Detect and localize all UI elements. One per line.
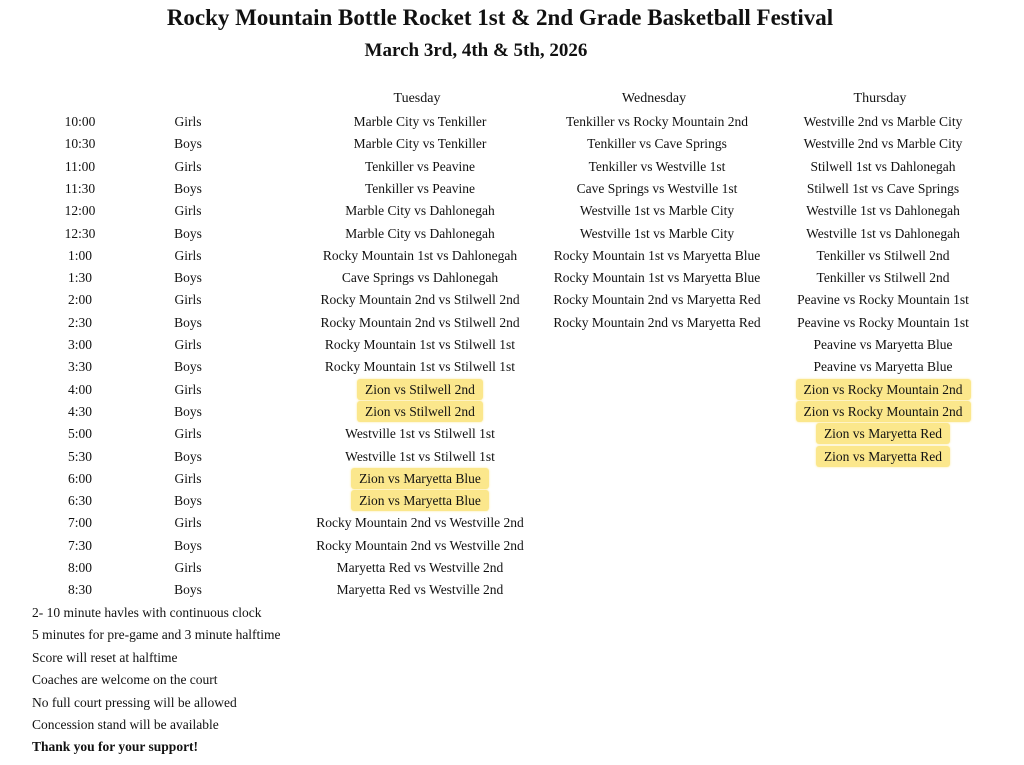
- schedule-row: [0, 178, 1024, 200]
- time-cell-text: 1:00: [67, 247, 92, 263]
- rules-notes: [32, 602, 281, 759]
- gender-cell-text: Boys: [174, 180, 202, 196]
- thursday-game-text: Stilwell 1st vs Dahlonegah: [810, 158, 956, 174]
- wednesday-game-text: [649, 557, 665, 578]
- gender-cell: [148, 133, 228, 155]
- gender-cell-text: Boys: [174, 403, 202, 419]
- wednesday-game-text: Tenkiller vs Rocky Mountain 2nd: [565, 114, 749, 129]
- closing-thanks: Thank you for your support!: [32, 739, 199, 755]
- time-cell-text: 7:30: [67, 537, 92, 553]
- time-cell-text: 5:30: [67, 448, 92, 464]
- thursday-game: [743, 512, 1023, 534]
- wednesday-game-text: [649, 468, 665, 489]
- schedule-row: [0, 446, 1024, 468]
- thursday-game-text: Peavine vs Maryetta Blue: [813, 359, 953, 375]
- thursday-game-text: Zion vs Rocky Mountain 2nd: [796, 379, 971, 400]
- tuesday-game-text: Rocky Mountain 2nd vs Stilwell 2nd: [320, 292, 520, 308]
- schedule-row: [0, 156, 1024, 178]
- gender-cell: [148, 111, 228, 133]
- thursday-game: [743, 446, 1023, 468]
- gender-cell: [148, 334, 228, 356]
- page-subtitle: March 3rd, 4th & 5th, 2026: [364, 40, 588, 61]
- time-cell-text: 5:00: [67, 426, 92, 442]
- time-cell: [40, 512, 120, 534]
- tuesday-game-text: Westville 1st vs Stilwell 1st: [345, 448, 495, 464]
- note-line: No full court pressing will be allowed: [32, 694, 237, 710]
- time-cell: [40, 267, 120, 289]
- gender-cell-text: Girls: [174, 515, 202, 531]
- wednesday-game-text: [649, 356, 665, 377]
- wednesday-game-text: Rocky Mountain 1st vs Maryetta Blue: [553, 270, 761, 286]
- thursday-game: [743, 535, 1023, 557]
- gender-cell: [148, 490, 228, 512]
- note-line: Coaches are welcome on the court: [32, 672, 218, 688]
- wednesday-game-text: Tenkiller vs Westville 1st: [588, 158, 726, 174]
- time-cell: [40, 289, 120, 311]
- thursday-game-text: Westville 2nd vs Marble City: [803, 136, 963, 152]
- thursday-game-text: [875, 512, 891, 533]
- time-cell-text: 3:00: [67, 337, 92, 352]
- gender-cell: [148, 223, 228, 245]
- tuesday-game-text: Zion vs Stilwell 2nd: [357, 379, 483, 400]
- gender-cell: [148, 200, 228, 222]
- wednesday-game-text: [649, 490, 665, 511]
- time-cell: [40, 334, 120, 356]
- thursday-game: [743, 401, 1023, 423]
- gender-cell-text: Girls: [174, 292, 202, 308]
- thursday-game: [743, 468, 1023, 490]
- gender-cell-text: Boys: [174, 537, 202, 553]
- gender-cell-text: Girls: [174, 426, 202, 442]
- thursday-game-text: [875, 468, 891, 489]
- gender-cell: [148, 446, 228, 468]
- wednesday-game-text: Rocky Mountain 2nd vs Maryetta Red: [553, 292, 761, 308]
- note-line: Score will reset at halftime: [32, 649, 178, 665]
- time-cell: [40, 468, 120, 490]
- tuesday-game-text: Zion vs Maryetta Blue: [351, 490, 489, 511]
- time-cell: [40, 379, 120, 401]
- schedule-row: [0, 289, 1024, 311]
- gender-cell-text: Boys: [174, 136, 202, 152]
- note-line: 2- 10 minute havles with continuous clock: [32, 605, 262, 620]
- tuesday-game-text: Tenkiller vs Peavine: [364, 158, 476, 174]
- thursday-game-text: Westville 2nd vs Marble City: [803, 114, 963, 129]
- thursday-game: [743, 156, 1023, 178]
- thursday-game-text: Peavine vs Rocky Mountain 1st: [797, 292, 969, 308]
- tuesday-game-text: Maryetta Red vs Westville 2nd: [336, 582, 504, 598]
- thursday-game-text: Zion vs Maryetta Red: [816, 423, 950, 444]
- time-cell: [40, 401, 120, 423]
- gender-cell: [148, 178, 228, 200]
- gender-cell-text: Boys: [174, 225, 202, 241]
- time-cell: [40, 312, 120, 334]
- time-cell-text: 11:00: [64, 158, 96, 174]
- thursday-game: [743, 490, 1023, 512]
- time-cell-text: 4:00: [67, 381, 92, 397]
- schedule-row: [0, 423, 1024, 445]
- time-cell: [40, 490, 120, 512]
- thursday-game: [743, 379, 1023, 401]
- gender-cell-text: Girls: [174, 381, 202, 397]
- thursday-game-text: Zion vs Maryetta Red: [816, 446, 950, 467]
- gender-cell: [148, 245, 228, 267]
- time-cell-text: 6:00: [67, 470, 92, 486]
- note-line: Concession stand will be available: [32, 717, 219, 733]
- thursday-game: [743, 289, 1023, 311]
- schedule-row: [0, 267, 1024, 289]
- gender-cell: [148, 579, 228, 601]
- gender-cell: [148, 557, 228, 579]
- gender-cell-text: Girls: [174, 203, 202, 219]
- gender-cell: [148, 423, 228, 445]
- schedule-row: [0, 579, 1024, 601]
- time-cell: [40, 245, 120, 267]
- tuesday-game-text: Rocky Mountain 2nd vs Westville 2nd: [316, 515, 524, 531]
- tuesday-game-text: Cave Springs vs Dahlonegah: [341, 270, 499, 286]
- gender-cell: [148, 312, 228, 334]
- thursday-game-text: Westville 1st vs Dahlonegah: [806, 225, 960, 241]
- schedule-row: [0, 111, 1024, 133]
- gender-cell-text: Girls: [174, 158, 202, 174]
- gender-cell-text: Boys: [174, 448, 202, 464]
- day-header-wednesday: Wednesday: [621, 91, 687, 106]
- tuesday-game-text: Marble City vs Tenkiller: [353, 114, 487, 129]
- wednesday-game-text: [649, 379, 665, 400]
- thursday-game-text: [875, 535, 891, 556]
- time-cell: [40, 535, 120, 557]
- wednesday-game-text: [649, 512, 665, 533]
- tuesday-game-text: Rocky Mountain 1st vs Dahlonegah: [322, 247, 518, 263]
- day-header-tuesday: Tuesday: [393, 91, 441, 106]
- time-cell-text: 7:00: [67, 515, 92, 531]
- wednesday-game-text: Rocky Mountain 1st vs Maryetta Blue: [553, 247, 761, 263]
- day-header-thursday: Thursday: [853, 91, 907, 106]
- gender-cell-text: Girls: [174, 337, 202, 352]
- time-cell: [40, 200, 120, 222]
- tuesday-game-text: Rocky Mountain 2nd vs Stilwell 2nd: [320, 314, 520, 330]
- page-title: Rocky Mountain Bottle Rocket 1st & 2nd Grade Basketball Festival: [166, 5, 834, 30]
- gender-cell-text: Boys: [174, 493, 202, 509]
- time-cell-text: 11:30: [64, 180, 96, 196]
- gender-cell: [148, 535, 228, 557]
- gender-cell: [148, 289, 228, 311]
- time-cell: [40, 423, 120, 445]
- gender-cell: [148, 156, 228, 178]
- wednesday-game-text: Rocky Mountain 2nd vs Maryetta Red: [553, 314, 761, 330]
- thursday-game-text: [875, 579, 891, 600]
- tuesday-game-text: Marble City vs Dahlonegah: [345, 225, 495, 241]
- thursday-game-text: Tenkiller vs Stilwell 2nd: [816, 247, 950, 263]
- tuesday-game-text: Marble City vs Dahlonegah: [345, 203, 495, 219]
- schedule-row: [0, 379, 1024, 401]
- note-line: 5 minutes for pre-game and 3 minute halftime: [32, 627, 281, 643]
- time-cell-text: 8:00: [67, 560, 92, 575]
- time-cell-text: 2:00: [67, 292, 92, 308]
- wednesday-game-text: Westville 1st vs Marble City: [579, 225, 735, 241]
- thursday-game: [743, 579, 1023, 601]
- thursday-game: [743, 267, 1023, 289]
- thursday-game: [743, 423, 1023, 445]
- gender-cell: [148, 267, 228, 289]
- wednesday-game-text: [649, 535, 665, 556]
- time-cell: [40, 111, 120, 133]
- wednesday-game-text: [649, 334, 665, 355]
- wednesday-game-text: [649, 423, 665, 444]
- schedule-row: [0, 356, 1024, 378]
- time-cell-text: 1:30: [67, 270, 92, 286]
- thursday-game: [743, 111, 1023, 133]
- thursday-game: [743, 178, 1023, 200]
- time-cell-text: 8:30: [67, 582, 92, 598]
- schedule-row: [0, 200, 1024, 222]
- thursday-game: [743, 245, 1023, 267]
- tuesday-game-text: Rocky Mountain 2nd vs Westville 2nd: [316, 537, 524, 553]
- schedule-row: [0, 312, 1024, 334]
- tuesday-game-text: Rocky Mountain 1st vs Stilwell 1st: [324, 359, 516, 375]
- time-cell: [40, 178, 120, 200]
- thursday-game-text: [875, 557, 891, 578]
- wednesday-game-text: Tenkiller vs Cave Springs: [587, 136, 727, 152]
- time-cell-text: 3:30: [67, 359, 92, 375]
- time-cell-text: 12:30: [64, 225, 96, 241]
- schedule-row: [0, 490, 1024, 512]
- gender-cell-text: Boys: [174, 314, 202, 330]
- gender-cell-text: Girls: [174, 247, 202, 263]
- thursday-game: [743, 223, 1023, 245]
- thursday-game-text: [875, 490, 891, 511]
- thursday-game-text: Peavine vs Rocky Mountain 1st: [797, 314, 969, 330]
- gender-cell-text: Girls: [174, 114, 202, 129]
- tuesday-game-text: Marble City vs Tenkiller: [353, 136, 487, 152]
- time-cell: [40, 223, 120, 245]
- gender-cell: [148, 512, 228, 534]
- schedule-row: [0, 401, 1024, 423]
- time-cell-text: 10:00: [64, 114, 96, 129]
- gender-cell-text: Girls: [174, 470, 202, 486]
- thursday-game: [743, 334, 1023, 356]
- schedule-row: [0, 468, 1024, 490]
- schedule-row: [0, 334, 1024, 356]
- time-cell: [40, 557, 120, 579]
- schedule-row: [0, 223, 1024, 245]
- time-cell-text: 12:00: [64, 203, 96, 219]
- thursday-game-text: Zion vs Rocky Mountain 2nd: [796, 401, 971, 422]
- wednesday-game-text: [649, 446, 665, 467]
- tuesday-game-text: Rocky Mountain 1st vs Stilwell 1st: [324, 337, 516, 352]
- gender-cell-text: Girls: [174, 560, 202, 575]
- thursday-game-text: Tenkiller vs Stilwell 2nd: [816, 270, 950, 286]
- tuesday-game-text: Westville 1st vs Stilwell 1st: [345, 426, 495, 442]
- gender-cell-text: Boys: [174, 582, 202, 598]
- wednesday-game-text: [649, 579, 665, 600]
- tuesday-game-text: Tenkiller vs Peavine: [364, 180, 476, 196]
- thursday-game: [743, 557, 1023, 579]
- thursday-game-text: Westville 1st vs Dahlonegah: [806, 203, 960, 219]
- tuesday-game-text: Zion vs Stilwell 2nd: [357, 401, 483, 422]
- wednesday-game-text: [649, 401, 665, 422]
- gender-cell: [148, 379, 228, 401]
- time-cell-text: 4:30: [67, 403, 92, 419]
- schedule-row: [0, 512, 1024, 534]
- thursday-game: [743, 312, 1023, 334]
- schedule-row: [0, 535, 1024, 557]
- time-cell: [40, 446, 120, 468]
- schedule-row: [0, 133, 1024, 155]
- time-cell: [40, 356, 120, 378]
- gender-cell: [148, 468, 228, 490]
- gender-cell-text: Boys: [174, 359, 202, 375]
- time-cell: [40, 156, 120, 178]
- time-cell-text: 6:30: [67, 493, 92, 509]
- thursday-game: [743, 200, 1023, 222]
- thursday-game-text: Peavine vs Maryetta Blue: [813, 337, 953, 352]
- time-cell-text: 2:30: [67, 314, 92, 330]
- time-cell: [40, 579, 120, 601]
- schedule-row: [0, 245, 1024, 267]
- tuesday-game-text: Maryetta Red vs Westville 2nd: [336, 560, 504, 575]
- time-cell-text: 10:30: [64, 136, 96, 152]
- time-cell: [40, 133, 120, 155]
- thursday-game-text: Stilwell 1st vs Cave Springs: [806, 180, 960, 196]
- thursday-game: [743, 133, 1023, 155]
- gender-cell: [148, 401, 228, 423]
- wednesday-game-text: Cave Springs vs Westville 1st: [576, 180, 738, 196]
- thursday-game: [743, 356, 1023, 378]
- tuesday-game-text: Zion vs Maryetta Blue: [351, 468, 489, 489]
- schedule-row: [0, 557, 1024, 579]
- gender-cell: [148, 356, 228, 378]
- wednesday-game-text: Westville 1st vs Marble City: [579, 203, 735, 219]
- gender-cell-text: Boys: [174, 270, 202, 286]
